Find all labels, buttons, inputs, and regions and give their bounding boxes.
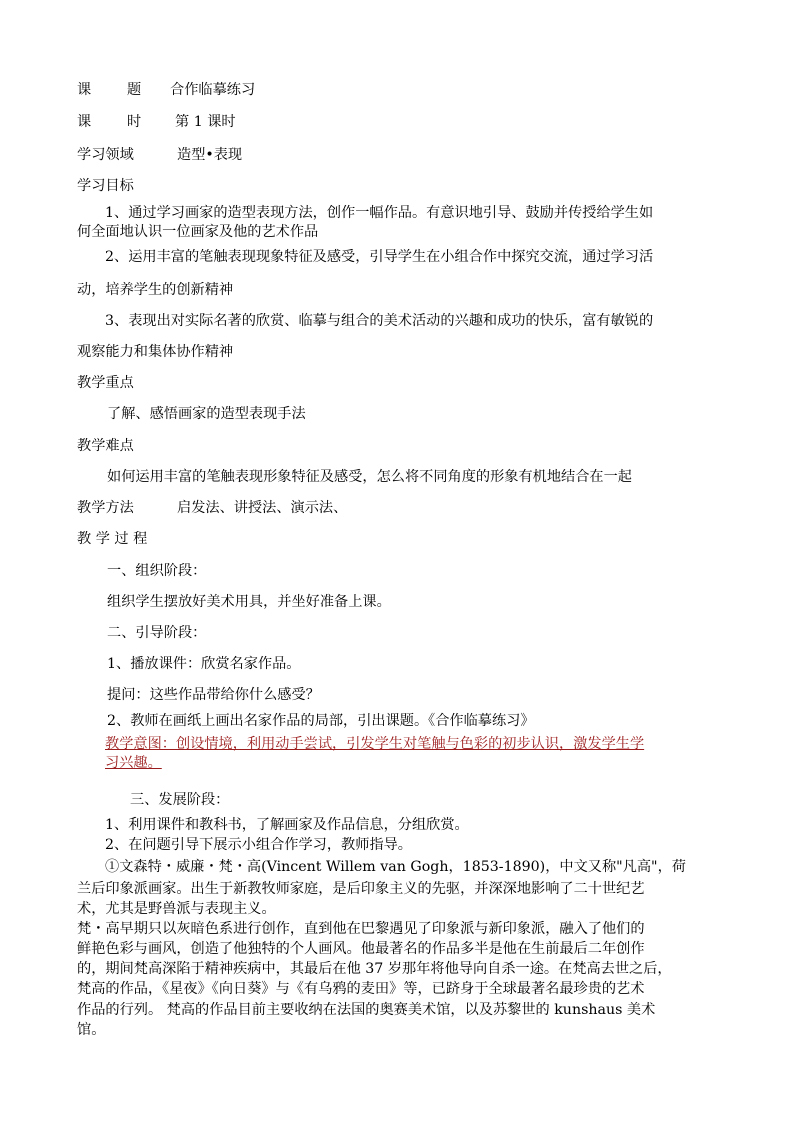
bio-line-1: ①文森特・威廉・梵・高(Vincent Willem van Gogh，1853-1890)，中文又称"凡高"，荷 xyxy=(105,859,686,875)
stage-3-title: 三、发展阶段： xyxy=(130,792,230,808)
topic-label-2: 题 xyxy=(127,82,142,98)
period-row xyxy=(77,112,236,132)
stage-1-title: 一、组织阶段： xyxy=(107,563,207,579)
stage-2-item-2: 2、教师在画纸上画出名家作品的局部，引出课题。《合作临摹练习》 xyxy=(107,713,535,729)
objectives-heading: 学习目标 xyxy=(77,178,134,194)
process-heading: 教 学 过 程 xyxy=(77,531,148,547)
bio-line-4: 梵・高早期只以灰暗色系进行创作，直到他在巴黎遇见了印象派与新印象派，融入了他们的 xyxy=(77,921,645,937)
method-label: 教学方法 xyxy=(77,500,134,516)
topic-label-1: 课 xyxy=(77,82,92,98)
method-row xyxy=(77,498,347,518)
domain-label: 学习领域 xyxy=(77,147,134,163)
stage-3-item-1: 1、利用课件和教科书，了解画家及作品信息，分组欣赏。 xyxy=(105,817,469,833)
method-value: 启发法、讲授法、演示法、 xyxy=(177,500,348,516)
period-label-2: 时 xyxy=(127,114,142,130)
bio-line-9: 馆。 xyxy=(77,1022,106,1038)
bio-line-6: 的，期间梵高深陷于精神疾病中，其最后在他 37 岁那年将他导向自杀一途。在梵高去世之后， xyxy=(77,961,672,977)
objective-2-line-1: 2、运用丰富的笔触表现现象特征及感受，引导学生在小组合作中探究交流，通过学习活 xyxy=(105,249,654,265)
topic-row xyxy=(77,80,255,100)
objective-1-line-2: 何全面地认识一位画家及他的艺术作品 xyxy=(77,224,319,240)
bio-line-7: 梵高的作品，《星夜》《向日葵》与《有乌鸦的麦田》等，已跻身于全球最著名最珍贵的艺术 xyxy=(77,981,645,997)
domain-row xyxy=(77,145,242,165)
key-point-text: 了解、感悟画家的造型表现手法 xyxy=(107,406,306,422)
stage-2-item-1: 1、播放课件：欣赏名家作品。 xyxy=(107,656,301,672)
difficulty-heading: 教学难点 xyxy=(77,438,134,454)
bio-line-8: 作品的行列。 梵高的作品目前主要收纳在法国的奥赛美术馆，以及苏黎世的 kunshaus 美术 xyxy=(77,1002,656,1018)
bio-line-5: 鲜艳色彩与画风，创造了他独特的个人画风。他最著名的作品多半是他在生前最后二年创作 xyxy=(77,941,645,957)
bio-line-3: 术，尤其是野兽派与表现主义。 xyxy=(77,901,276,917)
teaching-intent-line-1: 教学意图：创设情境，利用动手尝试，引发学生对笔触与色彩的初步认识，激发学生学 xyxy=(105,736,645,752)
objective-1-line-1: 1、通过学习画家的造型表现方法，创作一幅作品。有意识地引导、鼓励并传授给学生如 xyxy=(105,205,654,221)
stage-2-title: 二、引导阶段： xyxy=(107,625,207,641)
objective-3-line-2: 观察能力和集体协作精神 xyxy=(77,344,234,360)
difficulty-text: 如何运用丰富的笔触表现形象特征及感受，怎么将不同角度的形象有机地结合在一起 xyxy=(107,469,632,485)
key-point-heading: 教学重点 xyxy=(77,375,134,391)
objective-2-line-2: 动，培养学生的创新精神 xyxy=(77,282,234,298)
objective-3-line-1: 3、表现出对实际名著的欣赏、临摹与组合的美术活动的兴趣和成功的快乐，富有敏锐的 xyxy=(105,313,654,329)
period-value: 第 1 课时 xyxy=(175,114,236,130)
domain-value: 造型•表现 xyxy=(177,147,243,163)
bio-line-2: 兰后印象派画家。出生于新教牧师家庭，是后印象主义的先驱，并深深地影响了二十世纪艺 xyxy=(77,881,645,897)
stage-1-text: 组织学生摆放好美术用具，并坐好准备上课。 xyxy=(107,594,391,610)
period-label-1: 课 xyxy=(77,114,92,130)
topic-value: 合作临摹练习 xyxy=(170,82,256,98)
stage-3-item-2: 2、在问题引导下展示小组合作学习，教师指导。 xyxy=(105,837,412,853)
stage-2-question: 提问：这些作品带给你什么感受？ xyxy=(107,687,320,703)
teaching-intent-line-2: 习兴趣。 xyxy=(105,755,162,771)
